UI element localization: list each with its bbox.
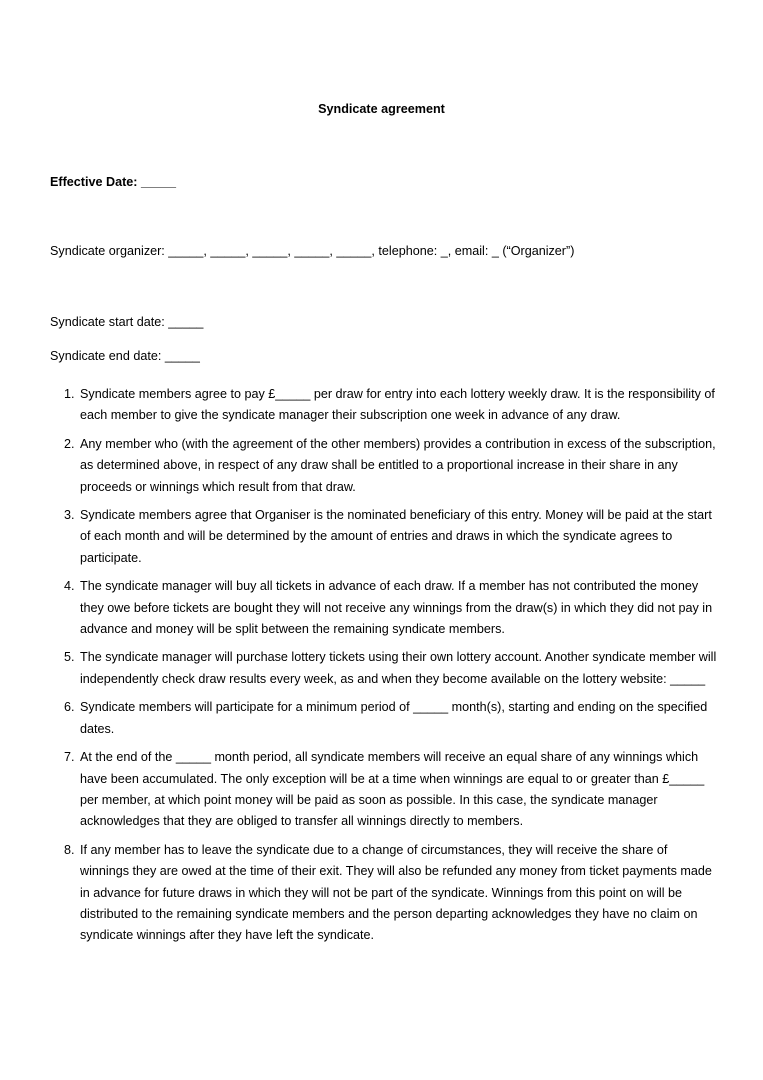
term-item	[64, 505, 718, 569]
end-date: Syndicate end date: _____	[50, 349, 200, 363]
term-text: The syndicate manager will buy all tickets in advance of each draw. If a member has not contributed the money they owe before tickets are bought they will not receive any winnings from the draw(s) in which they did not pay in advance and money will be split between the remaining syndicate members.	[80, 579, 713, 637]
term-text: Syndicate members will participate for a minimum period of _____ month(s), starting and ending on the specified dates.	[80, 700, 708, 736]
term-text: At the end of the _____ month period, all syndicate members will receive an equal share of any winnings which have been accumulated. The only exception will be at a time when winnings are equal to or greater than £_____ per member, at which point money will be paid as soon as possible. In this case, the syndicate manager acknowledges that they are obliged to transfer all winnings directly to members.	[80, 750, 705, 829]
effective-date: Effective Date: _____	[50, 175, 177, 189]
organizer-line: Syndicate organizer: _____, _____, _____, _____, _____, telephone: _, email: _ (“Organizer”)	[50, 244, 575, 258]
term-number: 1.	[64, 387, 75, 401]
term-item	[64, 697, 718, 740]
start-date: Syndicate start date: _____	[50, 315, 204, 329]
term-number: 6.	[64, 700, 75, 715]
term-text: The syndicate manager will purchase lottery tickets using their own lottery account. Another syndicate member will independently check draw results every week, as and when they become available on the lottery website: _____	[80, 650, 717, 686]
term-number: 3.	[64, 508, 75, 523]
term-item	[64, 434, 718, 498]
term-item	[64, 840, 718, 947]
term-number: 2.	[64, 436, 75, 451]
term-item	[64, 384, 718, 427]
term-text: Syndicate members agree that Organiser is the nominated beneficiary of this entry. Money will be paid at the start of each month and will be determined by the amount of entries and draws in which the syndicate agrees to participate.	[80, 508, 712, 565]
term-item	[64, 576, 718, 640]
term-text: If any member has to leave the syndicate due to a change of circumstances, they will receive the share of winnings they are owed at the time of their exit. They will also be refunded any money from ticket payments made in advance for future draws in which they will not be part of the syndicate. Winnings from this point on will be distributed to the remaining syndicate members and the person departing acknowledges they have no claim on syndicate winnings after they have left the syndicate.	[80, 842, 712, 943]
term-number: 8.	[64, 842, 75, 857]
term-number: 7.	[64, 750, 75, 765]
term-number: 4.	[64, 579, 75, 594]
term-item	[64, 747, 718, 833]
terms-list	[50, 384, 718, 954]
document-title: Syndicate agreement	[318, 102, 445, 116]
term-item	[64, 647, 718, 690]
term-text: Syndicate members agree to pay £_____ per draw for entry into each lottery weekly draw. It is the responsibility of each member to give the syndicate manager their subscription one week in advance of any draw.	[80, 387, 715, 423]
term-text: Any member who (with the agreement of the other members) provides a contribution in excess of the subscription, as determined above, in respect of any draw shall be entitled to a proportional increase in their share in any proceeds or winnings which result from that draw.	[80, 436, 716, 494]
term-number: 5.	[64, 650, 75, 665]
